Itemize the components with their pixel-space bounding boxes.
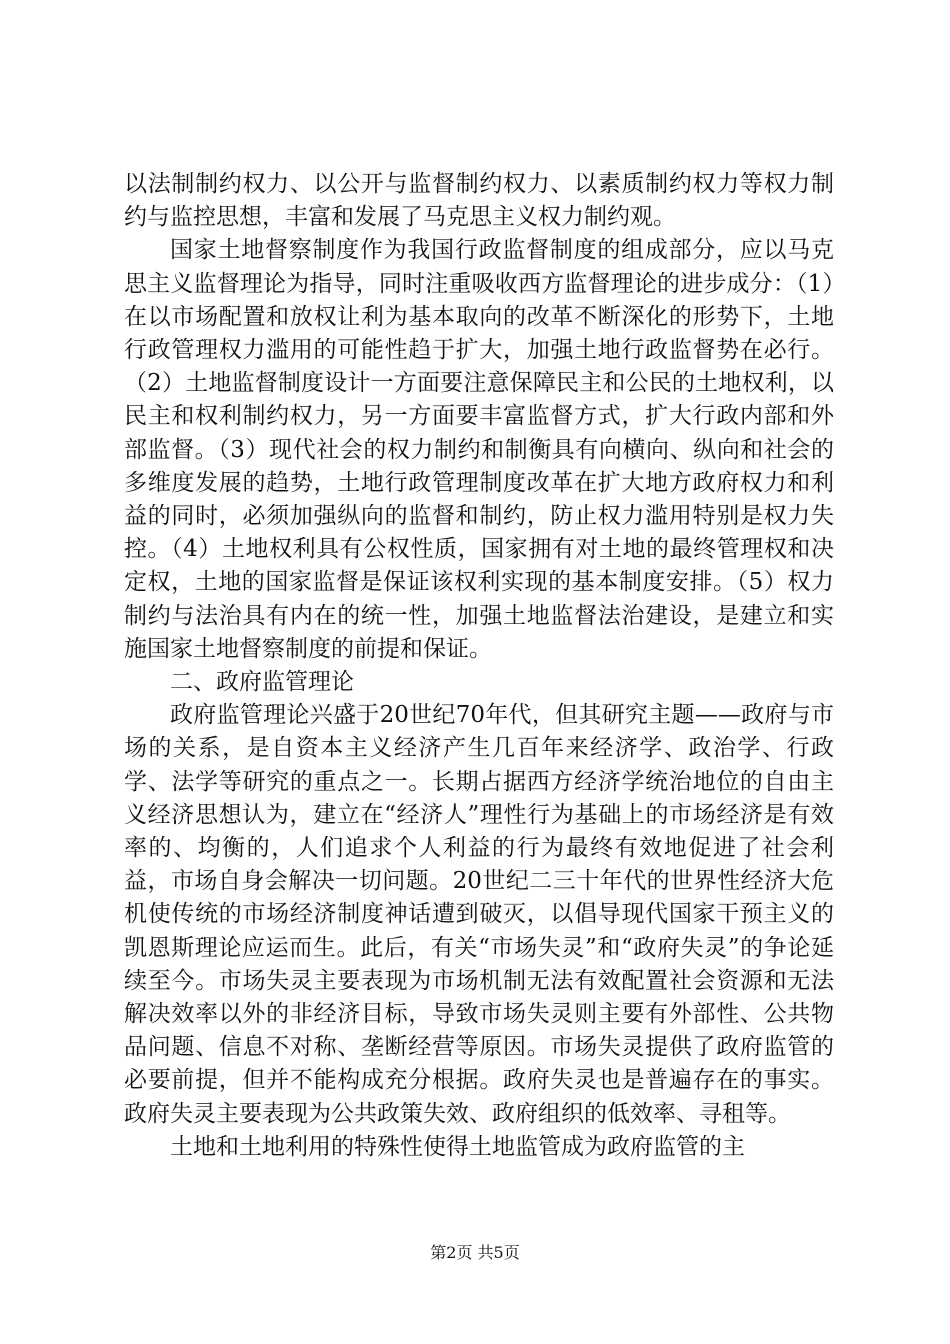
paragraph-land-inspection: 国家土地督察制度作为我国行政监督制度的组成部分，应以马克思主义监督理论为指导，同时注重吸收西方监督理论的进步成分：（1）在以市场配置和放权让利为基本取向的改革不断深化的形势下，土地行政管理权力滥用的可能性趋于扩大，加强土地行政监督势在必行。（2）土地监督制度设计一方面要注意保障民主和公民的土地权利，以民主和权利制约权力，另一方面要丰富监督方式，扩大行政内部和外部监督。（3）现代社会的权力制约和制衡具有向横向、纵向和社会的多维度发展的趋势，土地行政管理制度改革在扩大地方政府权力和利益的同时，必须加强纵向的监督和制约，防止权力滥用特别是权力失控。（4）土地权利具有公权性质，国家拥有对土地的最终管理权和决定权，土地的国家监督是保证该权利实现的基本制度安排。（5）权力制约与法治具有内在的统一性，加强土地监督法治建设，是建立和实施国家土地督察制度的前提和保证。 (124, 237, 834, 662)
paragraph-continued: 以法制制约权力、以公开与监督制约权力、以素质制约权力等权力制约与监控思想，丰富和发展了马克思主义权力制约观。 (124, 171, 834, 231)
document-body (124, 168, 834, 1164)
section-heading-government-regulation: 二、政府监管理论 (170, 669, 354, 696)
paragraph-land-regulation: 土地和土地利用的特殊性使得土地监管成为政府监管的主 (170, 1133, 745, 1160)
paragraph-regulation-theory: 政府监管理论兴盛于20世纪70年代，但其研究主题——政府与市场的关系，是自资本主义经济产生几百年来经济学、政治学、行政学、法学等研究的重点之一。长期占据西方经济学统治地位的自由主义经济思想认为，建立在“经济人”理性行为基础上的市场经济是有效率的、均衡的，人们追求个人利益的行为最终有效地促进了社会利益，市场自身会解决一切问题。20世纪二三十年代的世界性经济大危机使传统的市场经济制度神话遭到破灭，以倡导现代国家干预主义的凯恩斯理论应运而生。此后，有关“市场失灵”和“政府失灵”的争论延续至今。市场失灵主要表现为市场机制无法有效配置社会资源和无法解决效率以外的非经济目标，导致市场失灵则主要有外部性、公共物品问题、信息不对称、垄断经营等原因。市场失灵提供了政府监管的必要前提，但并不能构成充分根据。政府失灵也是普遍存在的事实。政府失灵主要表现为公共政策失效、政府组织的低效率、寻租等。 (124, 702, 834, 1127)
page-number-footer: 第2页 共5页 (430, 1243, 520, 1262)
